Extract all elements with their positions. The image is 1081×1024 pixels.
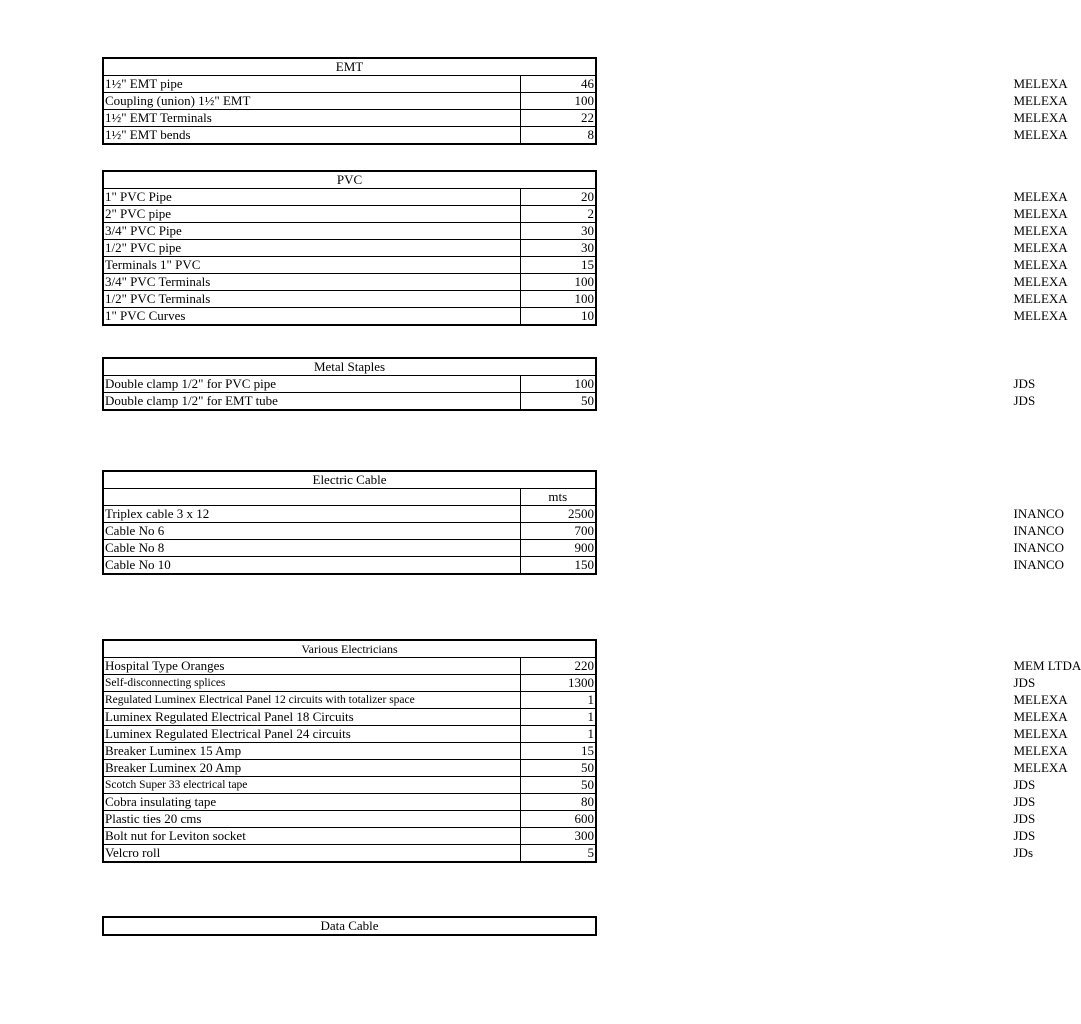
- item-quantity: 20: [581, 189, 595, 204]
- item-supplier: MELEXA: [1013, 223, 1068, 238]
- item-quantity-cell: [520, 828, 1036, 845]
- item-supplier: MELEXA: [1013, 257, 1068, 272]
- materials-table: [102, 357, 1036, 411]
- item-description: Breaker Luminex 20 Amp: [103, 760, 520, 777]
- item-quantity: 50: [581, 393, 595, 408]
- table-row: [103, 506, 596, 523]
- item-description: Luminex Regulated Electrical Panel 24 circuits: [103, 726, 520, 743]
- item-quantity-cell: [520, 523, 1065, 540]
- item-supplier: MELEXA: [1013, 726, 1068, 741]
- item-quantity: 220: [574, 658, 594, 673]
- section-pvc: [102, 170, 1068, 326]
- item-quantity: 600: [574, 811, 594, 826]
- item-quantity-cell: [520, 127, 1068, 145]
- table-row: [103, 76, 596, 93]
- item-description: 1" PVC Pipe: [103, 189, 520, 206]
- table-row: [103, 743, 596, 760]
- item-quantity: 100: [574, 93, 595, 108]
- item-supplier: MELEXA: [1013, 240, 1068, 255]
- table-row: [103, 206, 596, 223]
- table-row: [103, 93, 596, 110]
- materials-table: [102, 470, 1065, 575]
- item-description: Breaker Luminex 15 Amp: [103, 743, 520, 760]
- item-supplier: INANCO: [1013, 557, 1065, 572]
- item-quantity-cell: [520, 794, 1036, 811]
- item-description: 3/4" PVC Terminals: [103, 274, 520, 291]
- item-description: Double clamp 1/2" for EMT tube: [103, 393, 520, 411]
- table-row: [103, 726, 596, 743]
- item-description: Scotch Super 33 electrical tape: [103, 777, 520, 794]
- item-quantity: 1: [587, 692, 594, 707]
- table-row: [103, 811, 596, 828]
- table-row: [103, 127, 596, 145]
- item-quantity: 30: [581, 223, 595, 238]
- item-description: Cable No 8: [103, 540, 520, 557]
- unit-label: mts: [520, 489, 596, 506]
- item-quantity-cell: [520, 760, 1068, 777]
- table-row: [103, 794, 596, 811]
- table-row: [103, 658, 596, 675]
- item-supplier: MELEXA: [1013, 127, 1068, 142]
- item-supplier: JDS: [1013, 376, 1036, 391]
- item-quantity-cell: [520, 291, 1068, 308]
- item-description: 1/2" PVC Terminals: [103, 291, 520, 308]
- section-title: PVC: [103, 171, 596, 189]
- item-description: Cable No 10: [103, 557, 520, 575]
- item-supplier: MELEXA: [1013, 308, 1068, 323]
- item-supplier: MEM LTDA: [1013, 658, 1081, 673]
- table-row: [103, 692, 596, 709]
- item-description: 1½" EMT Terminals: [103, 110, 520, 127]
- table-row: [103, 828, 596, 845]
- item-quantity: 900: [574, 540, 594, 555]
- item-supplier: MELEXA: [1013, 206, 1068, 221]
- item-quantity: 2: [587, 206, 595, 221]
- item-supplier: INANCO: [1013, 540, 1065, 555]
- item-description: 1½" EMT pipe: [103, 76, 520, 93]
- item-description: Cobra insulating tape: [103, 794, 520, 811]
- item-quantity: 46: [581, 76, 595, 91]
- item-description: Luminex Regulated Electrical Panel 18 Circuits: [103, 709, 520, 726]
- section-title: Electric Cable: [103, 471, 596, 489]
- item-description: Plastic ties 20 cms: [103, 811, 520, 828]
- item-supplier: MELEXA: [1013, 93, 1068, 108]
- item-quantity: 15: [581, 743, 594, 758]
- table-row: [103, 540, 596, 557]
- item-quantity-cell: [520, 709, 1068, 726]
- table-row: [103, 523, 596, 540]
- table-row: [103, 376, 596, 393]
- item-quantity-cell: [520, 93, 1068, 110]
- section-title: Data Cable: [103, 917, 596, 935]
- item-supplier: INANCO: [1013, 506, 1065, 521]
- item-quantity-cell: [520, 811, 1036, 828]
- item-quantity: 50: [581, 760, 594, 775]
- item-quantity-cell: [520, 557, 1065, 575]
- item-description: Hospital Type Oranges: [103, 658, 520, 675]
- item-quantity-cell: [520, 777, 1036, 794]
- item-supplier: MELEXA: [1013, 76, 1068, 91]
- materials-table: [102, 170, 1068, 326]
- item-supplier: JDS: [1013, 828, 1036, 843]
- item-quantity-cell: [520, 675, 1036, 692]
- item-quantity: 100: [574, 376, 595, 391]
- item-description: Velcro roll: [103, 845, 520, 863]
- item-description: Self-disconnecting splices: [103, 675, 520, 692]
- item-supplier: MELEXA: [1013, 110, 1068, 125]
- item-quantity-cell: [520, 376, 1036, 393]
- table-row: [103, 189, 596, 206]
- section-metal-staples: [102, 357, 1036, 411]
- item-quantity: 10: [581, 308, 595, 323]
- item-quantity: 50: [581, 777, 594, 792]
- item-supplier: MELEXA: [1013, 709, 1068, 724]
- item-quantity-cell: [520, 76, 1068, 93]
- item-quantity-cell: [520, 274, 1068, 291]
- item-quantity-cell: [520, 257, 1068, 274]
- item-description: Terminals 1" PVC: [103, 257, 520, 274]
- item-supplier: MELEXA: [1013, 760, 1068, 775]
- item-description: Regulated Luminex Electrical Panel 12 circuits with totalizer space: [103, 692, 520, 709]
- item-quantity: 1: [587, 726, 594, 741]
- item-quantity: 22: [581, 110, 595, 125]
- item-supplier: JDS: [1013, 811, 1036, 826]
- item-description: Double clamp 1/2" for PVC pipe: [103, 376, 520, 393]
- section-emt: [102, 57, 1068, 145]
- item-supplier: JDs: [1013, 845, 1034, 860]
- materials-table: [102, 639, 1081, 863]
- item-quantity: 8: [587, 127, 595, 142]
- item-supplier: MELEXA: [1013, 692, 1068, 707]
- item-quantity: 700: [574, 523, 594, 538]
- table-row: [103, 291, 596, 308]
- item-quantity-cell: [520, 506, 1065, 523]
- item-quantity-cell: [520, 658, 1081, 675]
- item-quantity-cell: [520, 308, 1068, 326]
- item-quantity-cell: [520, 540, 1065, 557]
- section-title: EMT: [103, 58, 596, 76]
- item-quantity-cell: [520, 240, 1068, 257]
- item-description: 2" PVC pipe: [103, 206, 520, 223]
- section-various-electricians: [102, 639, 1081, 863]
- item-quantity-cell: [520, 110, 1068, 127]
- section-title: Metal Staples: [103, 358, 596, 376]
- table-row: [103, 308, 596, 326]
- unit-row-blank: [103, 489, 520, 506]
- materials-table: [102, 57, 1068, 145]
- table-row: [103, 274, 596, 291]
- table-row: [103, 675, 596, 692]
- item-supplier: MELEXA: [1013, 189, 1068, 204]
- item-quantity: 5: [587, 845, 594, 860]
- table-row: [103, 223, 596, 240]
- table-row: [103, 760, 596, 777]
- item-quantity-cell: [520, 845, 1034, 863]
- section-title: Various Electricians: [103, 640, 596, 658]
- item-quantity: 15: [581, 257, 595, 272]
- table-row: [103, 777, 596, 794]
- item-quantity: 300: [574, 828, 594, 843]
- item-quantity: 100: [574, 291, 595, 306]
- item-quantity-cell: [520, 743, 1068, 760]
- table-row: [103, 240, 596, 257]
- materials-table: [102, 916, 597, 936]
- item-description: Cable No 6: [103, 523, 520, 540]
- item-quantity: 100: [574, 274, 595, 289]
- item-quantity: 150: [574, 557, 594, 572]
- item-quantity: 1: [587, 709, 594, 724]
- table-row: [103, 709, 596, 726]
- item-description: 1" PVC Curves: [103, 308, 520, 326]
- item-description: 1½" EMT bends: [103, 127, 520, 145]
- item-supplier: MELEXA: [1013, 274, 1068, 289]
- item-supplier: JDS: [1013, 777, 1036, 792]
- item-quantity: 30: [581, 240, 595, 255]
- table-row: [103, 257, 596, 274]
- item-supplier: INANCO: [1013, 523, 1065, 538]
- table-row: [103, 557, 596, 575]
- item-supplier: JDS: [1013, 675, 1036, 690]
- item-quantity-cell: [520, 189, 1068, 206]
- table-row: [103, 110, 596, 127]
- item-quantity-cell: [520, 692, 1068, 709]
- item-quantity: 1300: [568, 675, 594, 690]
- item-quantity-cell: [520, 393, 1036, 411]
- item-description: 3/4" PVC Pipe: [103, 223, 520, 240]
- item-description: 1/2" PVC pipe: [103, 240, 520, 257]
- table-row: [103, 393, 596, 411]
- section-data-cable: [102, 916, 595, 936]
- item-quantity: 2500: [568, 506, 594, 521]
- item-supplier: MELEXA: [1013, 291, 1068, 306]
- item-quantity-cell: [520, 223, 1068, 240]
- item-supplier: MELEXA: [1013, 743, 1068, 758]
- item-quantity: 80: [581, 794, 594, 809]
- table-row: [103, 845, 596, 863]
- item-description: Bolt nut for Leviton socket: [103, 828, 520, 845]
- item-quantity-cell: [520, 206, 1068, 223]
- item-supplier: JDS: [1013, 393, 1036, 408]
- item-description: Triplex cable 3 x 12: [103, 506, 520, 523]
- item-quantity-cell: [520, 726, 1068, 743]
- item-supplier: JDS: [1013, 794, 1036, 809]
- section-electric-cable: [102, 470, 1065, 575]
- item-description: Coupling (union) 1½" EMT: [103, 93, 520, 110]
